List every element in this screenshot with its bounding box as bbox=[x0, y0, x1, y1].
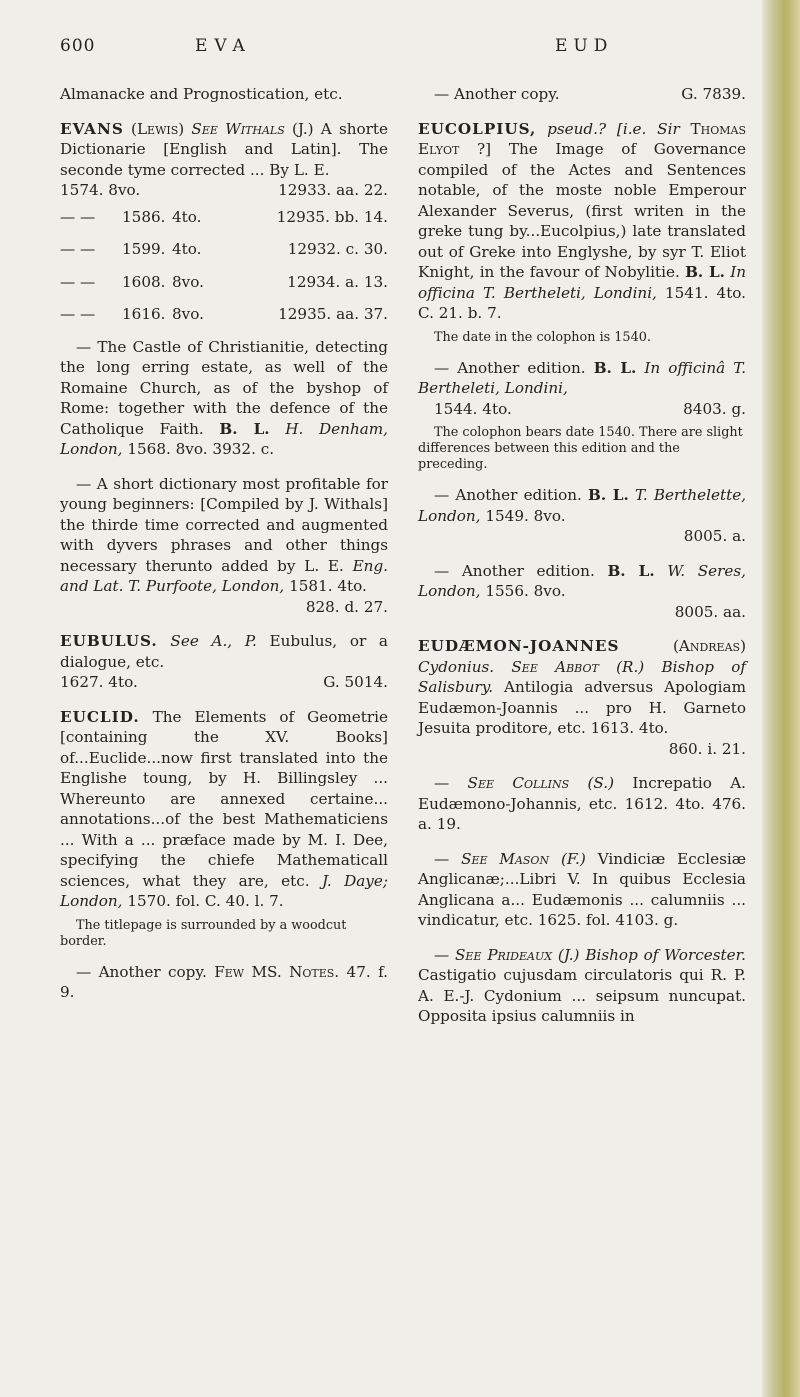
edition-row bbox=[60, 272, 388, 293]
entry-eucolpius bbox=[418, 119, 746, 324]
entry-note: The colophon bears date 1540. There are slight differences between this edition and the preceding. bbox=[418, 425, 743, 472]
cross-reference: See Withals bbox=[191, 119, 285, 138]
shelfmark: 12932. c. 30. bbox=[287, 240, 388, 258]
imprint: 1568. 8vo. bbox=[127, 440, 208, 458]
intro-text: Almanacke and Prognostication, etc. bbox=[60, 85, 343, 103]
shelfmark: 4103. g. bbox=[615, 911, 679, 929]
entry-another-copy bbox=[418, 84, 746, 105]
shelfmark: 8005. aa. bbox=[674, 602, 746, 621]
black-letter: B. L. bbox=[685, 263, 725, 281]
pseudonym-note: pseud.? [i.e. Sir bbox=[547, 119, 680, 138]
imprint: 1625. fol. bbox=[537, 911, 611, 929]
running-head-right: EUD bbox=[555, 36, 614, 56]
shelfmark: G. 5014. bbox=[323, 673, 388, 691]
shelfmark: C. 40. l. 7. bbox=[204, 892, 284, 910]
entry-body: Increpatio A. Eudæmono-Johannis, etc. bbox=[418, 774, 746, 813]
entry-heading: EUCOLPIUS, bbox=[418, 119, 537, 138]
entry-name: (Lewis) bbox=[131, 119, 185, 138]
printer: W. Seres, London, bbox=[418, 561, 747, 600]
shelfmark: G. 7839. bbox=[681, 85, 746, 103]
edition-format: 4to. bbox=[172, 240, 202, 258]
black-letter: B. L. bbox=[588, 486, 629, 504]
shelfmark: 860. i. 21. bbox=[668, 739, 746, 758]
entry-heading: EVANS bbox=[60, 119, 124, 138]
entry-edition-1556 bbox=[418, 561, 746, 623]
printer: In officina T. Bertheleti, Londini, bbox=[418, 263, 747, 302]
edition-dash: — — bbox=[60, 240, 96, 258]
imprint: 1549. 8vo. bbox=[485, 506, 566, 525]
cross-reference: — See Prideaux (J.) bbox=[434, 945, 580, 964]
edition-format: 4to. bbox=[172, 207, 202, 226]
printer: T. Purfoote, London, bbox=[128, 577, 285, 595]
entry-castle bbox=[60, 337, 388, 460]
shelfmark: 8403. g. bbox=[683, 399, 746, 418]
entry-eudaemon bbox=[418, 636, 746, 759]
cross-reference: See A., P. bbox=[170, 632, 257, 650]
entry-evans bbox=[60, 119, 388, 201]
copy-note: Few MS. Notes. bbox=[214, 962, 340, 981]
printer: J. Daye; London, bbox=[60, 871, 388, 910]
cross-reference-detail: (R.) Bishop of Salisbury. bbox=[418, 657, 746, 696]
entry-body: — Another edition. bbox=[434, 358, 586, 377]
language-note: Eng. and Lat. bbox=[60, 556, 389, 595]
shelfmark: 3932. c. bbox=[212, 440, 275, 458]
shelfmark: 8005. a. bbox=[683, 527, 746, 545]
shelfmark: 12935. aa. 37. bbox=[278, 305, 388, 323]
entry-note: The titlepage is surrounded by a woodcut border. bbox=[60, 917, 347, 949]
shelfmark: 828. d. 27. bbox=[305, 597, 388, 616]
entry-body: — A short dictionary most profitable for young beginners: [Compiled by J. Withals] the thirde time corrected and augmented with dyvers phrases and other things necessary therunto added by L. E. bbox=[60, 474, 388, 575]
entry-eubulus bbox=[60, 631, 388, 693]
entry-mason bbox=[418, 849, 746, 931]
entry-heading: EUCLID. bbox=[60, 707, 140, 726]
imprint: 1613. 4to. bbox=[590, 719, 669, 737]
entry-body: Antilogia adversus Apologiam Eudæmon-Joannis ... pro H. Garneto Jesuita proditore, etc. bbox=[418, 678, 746, 737]
left-column bbox=[60, 84, 388, 1017]
black-letter: B. L. bbox=[607, 561, 655, 580]
running-head-left: EVA bbox=[195, 36, 252, 56]
imprint: 1544. 4to. bbox=[434, 399, 512, 418]
edition-format: 8vo. bbox=[172, 272, 204, 291]
imprint: 1627. 4to. bbox=[60, 673, 138, 691]
shelfmark: 12933. aa. 22. bbox=[278, 181, 388, 199]
entry-prideaux bbox=[418, 945, 746, 1027]
page-number: 600 bbox=[60, 36, 96, 56]
entry-dictionary bbox=[60, 474, 388, 618]
printer: In officinâ T. Bertheleti, Londini, bbox=[418, 358, 747, 397]
entry-body: (J.) A shorte Dictionarie [English and Latin]. The seconde tyme corrected ... By L. E. bbox=[60, 119, 389, 179]
edition-row bbox=[60, 304, 388, 325]
entry-name: Thomas Elyot ?] bbox=[418, 119, 747, 158]
imprint: 1581. 4to. bbox=[289, 577, 367, 595]
entry-body: Vindiciæ Ecclesiæ Anglicanæ;...Libri V. In quibus Ecclesia Anglicana a... Eudæmonis ... calumniis ... vindicatur, etc. bbox=[418, 849, 747, 929]
printer: T. Berthelette, London, bbox=[418, 486, 747, 525]
entry-edition-1544 bbox=[418, 358, 746, 420]
cross-reference: See Abbot bbox=[511, 657, 599, 676]
entry-body: Eubulus, or a dialogue, etc. bbox=[60, 632, 388, 671]
page-edge bbox=[762, 0, 800, 1397]
entry-collins bbox=[418, 773, 746, 835]
edition-format: 8vo. bbox=[172, 305, 204, 323]
shelfmark: C. 21. b. 7. bbox=[418, 304, 502, 322]
entry-body: — Another edition. bbox=[434, 486, 582, 504]
entry-name-alt: Cydonius. bbox=[418, 657, 495, 676]
shelfmark: 47. f. 9. bbox=[60, 962, 389, 1001]
imprint: 1556. 8vo. bbox=[485, 582, 566, 600]
shelfmark: 12934. a. 13. bbox=[287, 272, 388, 291]
printer: H. Denham, London, bbox=[60, 419, 389, 458]
entry-heading: EUBULUS. bbox=[60, 632, 158, 650]
edition-year: 1608. bbox=[122, 272, 166, 291]
entry-edition-1549 bbox=[418, 485, 746, 547]
entry-body: The Image of Governance compiled of the Actes and Sentences notable, of the moste noble Emperour Alexander Severus, (first writen in the greke tung by...Eucolpius,) late translated out of Greke into Englyshe, by syr T. Eliot Knight, in the favour of Nobylitie. bbox=[418, 140, 747, 281]
entry-body: The Elements of Geometrie [containing the XV. Books] of...Euclide...now first translated into the Englishe toung, by H. Billingsley ... Whereunto are annexed certaine... annotations...of the best Mathematiciens ... With a ... præface made by M. I. Dee, specifying the chiefe Mathematicall sciences, what they are, etc. bbox=[60, 707, 388, 890]
imprint: 1570. fol. bbox=[127, 892, 201, 910]
entry-euclid-copy bbox=[60, 962, 388, 1003]
entry-body: — Another copy. bbox=[76, 962, 207, 981]
edition-year: 1599. bbox=[122, 240, 166, 258]
edition-row bbox=[60, 239, 388, 260]
entry-body: Castigatio cujusdam circulatoris qui R. P. A. E.-J. Cydonium ... seipsum nuncupat. Opposita ipsius calumniis in bbox=[418, 966, 746, 1025]
shelfmark: 12935. bb. 14. bbox=[276, 207, 388, 226]
entry-body: — The Castle of Christianitie, detecting the long erring estate, as well of the Romaine Church, as of the byshop of Rome: together with the defence of the Catholique Faith. bbox=[60, 337, 388, 438]
black-letter: B. L. bbox=[219, 419, 270, 438]
cross-reference: — See Collins (S.) bbox=[434, 774, 615, 792]
right-column bbox=[418, 84, 746, 1041]
entry-body: — Another edition. bbox=[434, 561, 595, 580]
edition-dash: — — bbox=[60, 305, 96, 323]
entry-note: The date in the colophon is 1540. bbox=[434, 329, 651, 345]
edition-year: 1616. bbox=[122, 305, 166, 323]
entry-body: — Another copy. bbox=[434, 85, 560, 103]
entry-euclid bbox=[60, 707, 388, 912]
entry-name: (Andreas) bbox=[672, 637, 746, 655]
edition-dash: — — bbox=[60, 272, 96, 291]
black-letter: B. L. bbox=[593, 358, 637, 377]
imprint: 1574. 8vo. bbox=[60, 181, 141, 199]
shelfmark: 476. a. 19. bbox=[418, 794, 747, 833]
entry-heading: EUDÆMON-JOANNES bbox=[418, 637, 620, 655]
cross-reference-detail: Bishop of Worcester. bbox=[585, 945, 746, 964]
cross-reference: — See Mason (F.) bbox=[434, 849, 586, 868]
edition-year: 1586. bbox=[122, 207, 166, 226]
imprint: 1541. 4to. bbox=[664, 283, 746, 302]
edition-dash: — — bbox=[60, 207, 96, 226]
imprint: 1612. 4to. bbox=[624, 794, 705, 813]
edition-row bbox=[60, 207, 388, 228]
